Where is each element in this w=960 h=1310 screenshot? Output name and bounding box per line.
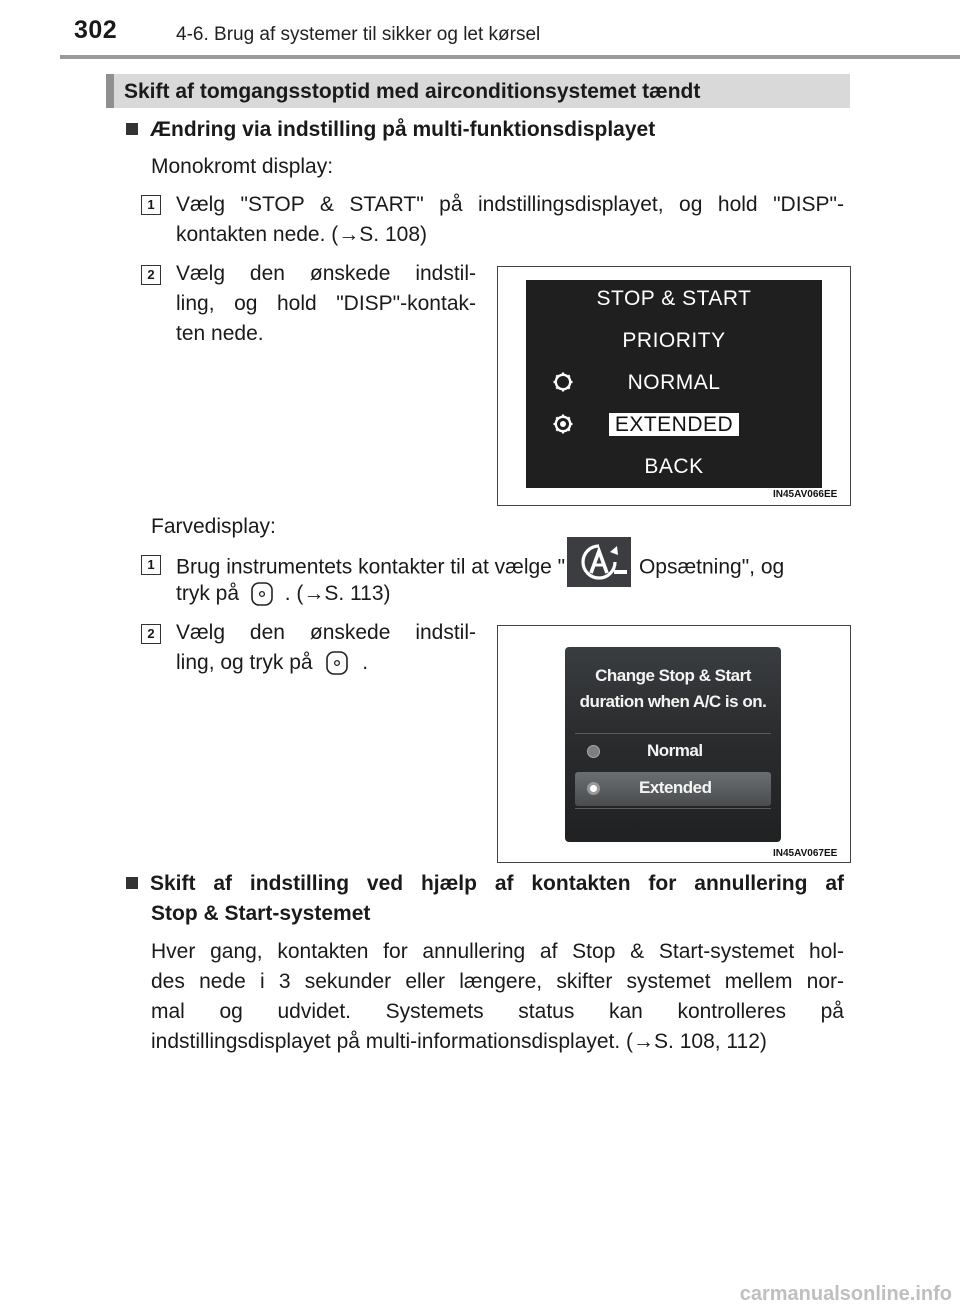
subsection2-heading-line2: Stop & Start-systemet <box>151 902 371 925</box>
menu-item-normal: NORMAL <box>627 371 721 394</box>
header-rule <box>60 55 960 59</box>
step-badge-1: 1 <box>141 195 161 215</box>
step-badge-1: 1 <box>141 555 161 575</box>
mono-step2-line1: Vælg den ønskede indstil- <box>176 262 476 285</box>
watermark: carmanualsonline.info <box>739 1283 952 1305</box>
mono-display-figure <box>497 266 851 506</box>
mono-step2-line3: ten nede. <box>176 322 264 345</box>
mono-display-label: Monokromt display: <box>151 155 334 178</box>
figure-id: IN45AV067EE <box>773 848 838 859</box>
step-badge-2: 2 <box>141 624 161 644</box>
option-normal <box>575 735 771 769</box>
menu-item-back: BACK <box>644 455 704 478</box>
body-line4: indstillingsdisplayet på multi-informationsdisplayet. (→S. 108, 112) <box>151 1030 767 1053</box>
option-extended-label: Extended <box>639 778 712 797</box>
divider <box>575 733 771 734</box>
color-screen <box>565 647 781 842</box>
color-step2-text-a: ling, og tryk på <box>176 651 313 674</box>
color-step1-text-a: Brug instrumentets kontakter til at vælge " <box>176 555 566 579</box>
color-step2-line2 <box>176 648 368 678</box>
subsection-heading <box>126 118 655 142</box>
option-normal-label: Normal <box>647 741 703 760</box>
option-extended <box>575 772 771 806</box>
body-line1: Hver gang, kontakten for annullering af Stop & Start-systemet hol- <box>151 940 844 963</box>
mono-step2-line2: ling, og hold "DISP"-kontak- <box>176 292 476 315</box>
mono-screen <box>526 280 822 488</box>
menu-item-priority: PRIORITY <box>622 329 726 352</box>
color-step1-line2 <box>176 579 391 609</box>
selected-item-highlight: EXTENDED <box>609 413 739 436</box>
enter-button-icon <box>249 581 275 607</box>
enter-button-icon <box>324 650 350 676</box>
radio-button-selected-icon <box>587 782 600 795</box>
color-screen-title-line1: Change Stop & Start <box>595 666 751 685</box>
subsection-heading <box>126 872 844 896</box>
color-display-label: Farvedisplay: <box>151 515 276 538</box>
square-bullet-icon <box>126 123 138 135</box>
color-step1-text-b: Opsætning", og <box>633 555 785 579</box>
body-line3: mal og udvidet. Systemets status kan kontrolleres på <box>151 1000 844 1023</box>
mono-step1-line1: Vælg "STOP & START" på indstillingsdisplayet, og hold "DISP"- <box>176 193 844 216</box>
color-step1-text-c: tryk på <box>176 582 240 605</box>
subsection2-heading-line1: Skift af indstilling ved hjælp af kontakten for annullering af <box>150 872 844 895</box>
color-step1-text-d: . (→S. 113) <box>284 582 391 605</box>
divider <box>575 808 771 809</box>
color-step2-text-b: . <box>362 651 369 674</box>
body-line2: des nede i 3 sekunder eller længere, skifter systemet mellem nor- <box>151 970 844 993</box>
subsection-heading-text: Ændring via indstilling på multi-funktionsdisplayet <box>150 118 656 141</box>
gear-icon <box>553 372 573 392</box>
square-bullet-icon <box>126 877 138 889</box>
page-number: 302 <box>74 16 118 44</box>
chapter-title: 4-6. Brug af systemer til sikker og let kørsel <box>176 24 541 45</box>
settings-A-icon <box>567 537 631 587</box>
radio-button-icon <box>587 745 600 758</box>
color-screen-title-line2: duration when A/C is on. <box>579 692 767 711</box>
color-step2-line1: Vælg den ønskede indstil- <box>176 621 476 644</box>
menu-item-stop-start: STOP & START <box>596 287 752 310</box>
color-display-figure <box>497 625 851 863</box>
section-title: Skift af tomgangsstoptid med airconditionsystemet tændt <box>124 80 701 103</box>
figure-id: IN45AV066EE <box>773 489 838 500</box>
gear-selected-icon <box>553 414 573 434</box>
step-badge-2: 2 <box>141 265 161 285</box>
mono-step1-line2: kontakten nede. (→S. 108) <box>176 223 427 246</box>
